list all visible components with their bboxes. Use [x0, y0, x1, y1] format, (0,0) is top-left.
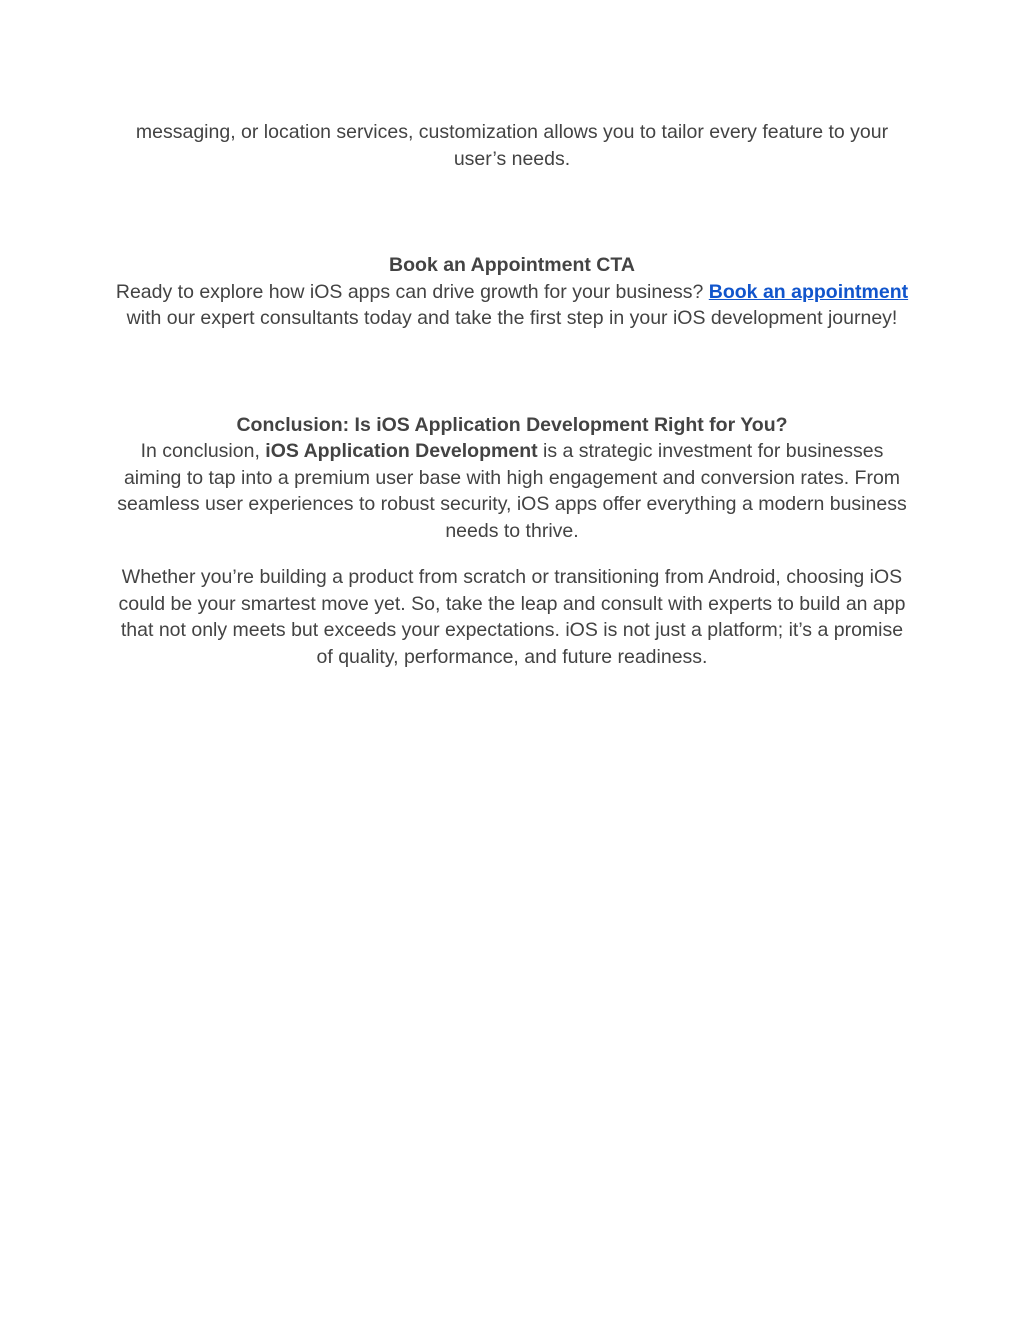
book-appointment-link[interactable]: Book an appointment: [708, 280, 909, 303]
conclusion-paragraph-2: Whether you’re building a product from scratch or transitioning from Android, choosing iOS could be your smartest move yet. So, take the leap and consult with experts to build an app that not only meets but exceeds your expectations. iOS is not just a platform; it’s a promise of quality, performance, and future readiness.: [118, 566, 906, 668]
conclusion-p1-after: is a strategic investment for businesses aiming to tap into a premium user base with high engagement and conversion rates. From seamless user experiences to robust security, iOS apps offer everything a modern business needs to thrive.: [117, 440, 907, 542]
paragraph-spacer: [112, 544, 912, 564]
cta-text-before: Ready to explore how iOS apps can drive growth for your business?: [115, 280, 709, 303]
section-spacer: [112, 172, 912, 252]
conclusion-p1-bold: iOS Application Development: [265, 440, 538, 462]
cta-paragraph: [112, 279, 912, 332]
intro-paragraph: messaging, or location services, customization allows you to tailor every feature to your user’s needs.: [135, 121, 889, 170]
cta-heading: Book an Appointment CTA: [389, 254, 635, 276]
conclusion-paragraph-1: [112, 438, 912, 544]
conclusion-heading: Conclusion: Is iOS Application Development Right for You?: [236, 413, 788, 436]
document-body: [112, 119, 912, 670]
section-spacer: [112, 332, 912, 412]
conclusion-p1-before: In conclusion,: [140, 440, 266, 462]
cta-text-after: with our expert consultants today and take the first step in your iOS development journey!: [126, 307, 898, 329]
